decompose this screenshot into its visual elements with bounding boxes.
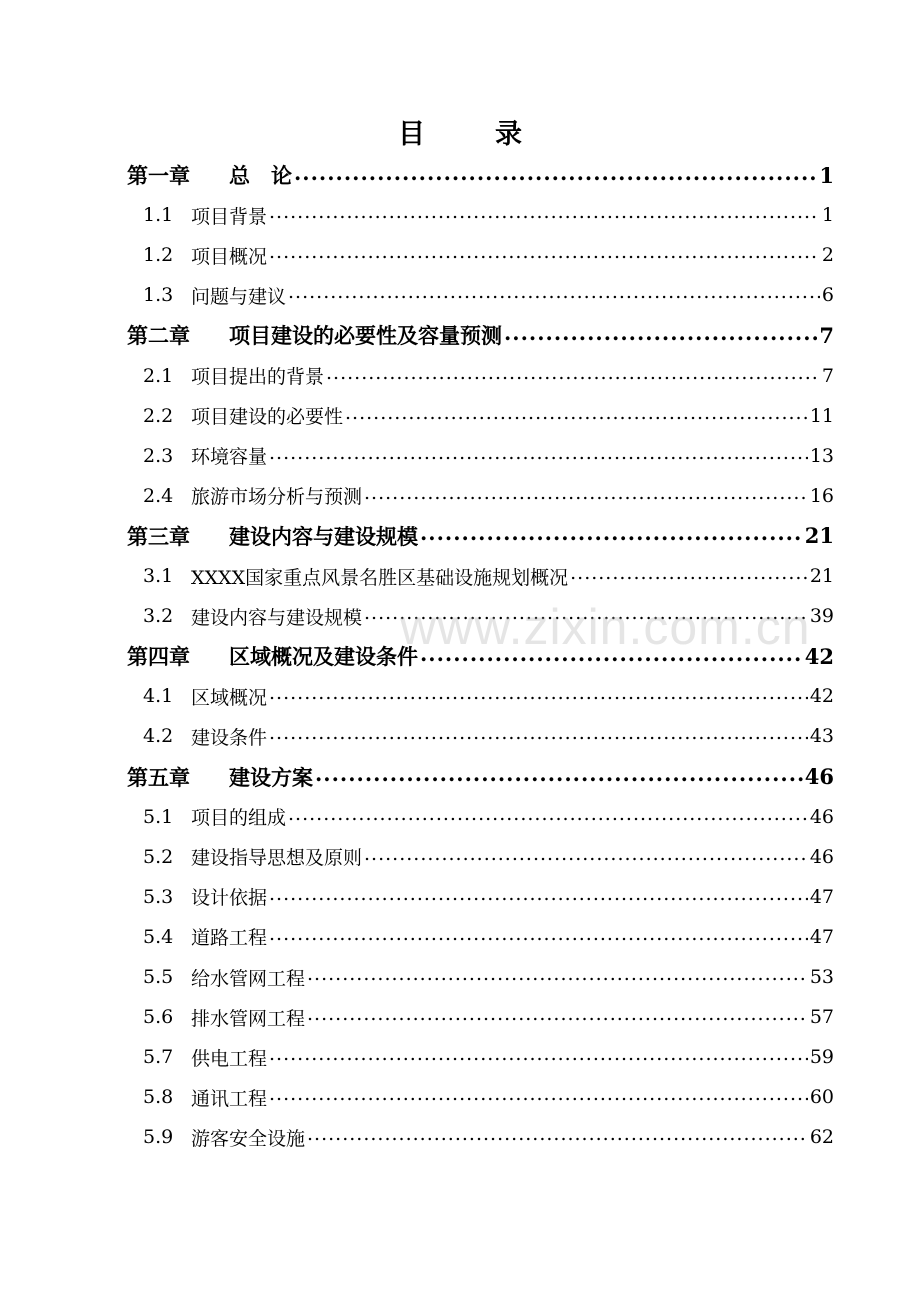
toc-entry-number: 第五章 — [127, 764, 190, 790]
toc-entry-number: 1.2 — [143, 244, 174, 267]
toc-entry-number: 第四章 — [127, 644, 190, 670]
toc-leader-dots — [307, 963, 808, 985]
toc-entry-section[interactable] — [0, 275, 920, 315]
toc-entry-label: 项目的组成 — [191, 807, 287, 830]
toc-entry-number: 2.4 — [143, 484, 174, 507]
toc-entry-section[interactable] — [0, 436, 920, 476]
toc-leader-dots — [504, 320, 817, 345]
toc-entry-section[interactable] — [0, 837, 920, 877]
toc-entry-label: 旅游市场分析与预测 — [191, 486, 363, 509]
toc-entry-page-number: 59 — [809, 1046, 834, 1069]
toc-entry-number: 5.5 — [143, 966, 174, 988]
toc-entry-section[interactable] — [0, 1077, 920, 1117]
toc-entry-label: 建设方案 — [229, 764, 313, 790]
toc-entry-section[interactable] — [0, 917, 920, 957]
toc-entry-label: 建设指导思想及原则 — [191, 847, 363, 870]
toc-entry-page-number: 6 — [821, 284, 834, 307]
toc-entry-number: 4.2 — [143, 725, 174, 748]
toc-entry-label: 项目建设的必要性 — [191, 406, 344, 429]
toc-entry-page-number: 62 — [809, 1126, 834, 1149]
toc-entry-section[interactable] — [0, 396, 920, 436]
toc-leader-dots — [269, 923, 808, 945]
toc-leader-dots — [307, 1123, 808, 1145]
toc-entry-label: 区域概况 — [191, 686, 268, 709]
toc-entry-label: 给水管网工程 — [191, 967, 306, 990]
toc-entry-page-number: 46 — [804, 764, 834, 789]
toc-leader-dots — [364, 482, 808, 504]
toc-entry-number: 2.1 — [143, 364, 174, 387]
toc-entry-label: 项目背景 — [191, 205, 268, 228]
toc-leader-dots — [269, 682, 808, 704]
toc-entry-section[interactable] — [0, 957, 920, 997]
toc-entry-label: 项目建设的必要性及容量预测 — [229, 323, 502, 349]
toc-entry-page-number: 39 — [809, 605, 834, 628]
toc-entry-label: 建设内容与建设规模 — [191, 606, 363, 629]
watermark: www.zixin.com.cn — [400, 599, 811, 655]
toc-leader-dots — [269, 442, 808, 464]
toc-entry-page-number: 13 — [809, 444, 834, 467]
toc-entry-number: 5.2 — [143, 845, 174, 868]
toc-entry-page-number: 47 — [809, 885, 834, 908]
toc-entry-label: XXXX国家重点风景名胜区基础设施规划概况 — [191, 566, 569, 589]
toc-entry-label: 建设内容与建设规模 — [229, 523, 418, 549]
toc-entry-number: 5.3 — [143, 885, 174, 908]
toc-entry-number: 5.4 — [143, 925, 174, 948]
toc-entry-section[interactable] — [0, 797, 920, 837]
toc-leader-dots — [269, 1043, 808, 1065]
toc-entry-label: 道路工程 — [191, 927, 268, 950]
toc-entry-number: 第二章 — [127, 323, 190, 349]
toc-entry-label: 通讯工程 — [191, 1087, 268, 1110]
toc-entry-label: 游客安全设施 — [191, 1127, 306, 1150]
toc-leader-dots — [288, 803, 808, 825]
toc-leader-dots — [364, 843, 808, 865]
toc-entry-number: 2.2 — [143, 404, 174, 427]
toc-entry-number: 第三章 — [127, 523, 190, 549]
toc-entry-number: 5.7 — [143, 1046, 174, 1069]
toc-entry-number: 1.1 — [143, 204, 174, 227]
toc-leader-dots — [269, 201, 820, 223]
toc-entry-section[interactable] — [0, 195, 920, 235]
toc-entry-section[interactable] — [0, 476, 920, 516]
toc-entry-number: 5.9 — [143, 1126, 174, 1149]
toc-entry-label: 建设条件 — [191, 726, 268, 749]
toc-leader-dots — [307, 1003, 808, 1025]
toc-entry-chapter[interactable] — [0, 757, 920, 797]
toc-entry-page-number: 2 — [821, 244, 834, 267]
toc-entry-label: 设计依据 — [191, 887, 268, 910]
toc-entry-label: 区域概况及建设条件 — [229, 644, 418, 670]
toc-entry-section[interactable] — [0, 716, 920, 756]
toc-entry-number: 2.3 — [143, 444, 174, 467]
toc-leader-dots — [315, 761, 803, 786]
toc-entry-page-number: 16 — [809, 484, 834, 507]
toc-entry-label: 总 论 — [229, 163, 292, 188]
toc-leader-dots — [269, 883, 808, 905]
toc-title — [0, 112, 920, 151]
toc-entry-page-number: 21 — [804, 523, 834, 549]
toc-entry-section[interactable] — [0, 1037, 920, 1077]
toc-leader-dots — [269, 241, 820, 263]
toc-leader-dots — [269, 1083, 808, 1105]
toc-entry-section[interactable] — [0, 676, 920, 716]
toc-entry-page-number: 60 — [809, 1086, 834, 1109]
toc-entry-label: 环境容量 — [191, 446, 268, 469]
toc-entry-number: 5.6 — [143, 1006, 174, 1029]
toc-entry-section[interactable] — [0, 235, 920, 275]
toc-entry-page-number: 42 — [809, 685, 834, 708]
toc-entry-page-number: 42 — [804, 643, 834, 669]
toc-entry-section[interactable] — [0, 997, 920, 1037]
toc-entry-label: 供电工程 — [191, 1047, 268, 1070]
toc-entry-page-number: 7 — [819, 322, 834, 348]
toc-title-char-1: 目 — [398, 119, 425, 150]
toc-entry-page-number: 46 — [809, 805, 834, 828]
toc-entry-page-number: 53 — [809, 966, 834, 988]
toc-entry-page-number: 47 — [809, 925, 834, 948]
toc-entry-number: 第一章 — [127, 163, 190, 188]
toc-entry-page-number: 1 — [819, 162, 834, 188]
toc-entry-chapter[interactable] — [0, 315, 920, 355]
toc-entry-page-number: 1 — [821, 204, 834, 227]
toc-entry-number: 1.3 — [143, 284, 174, 307]
toc-leader-dots — [570, 562, 808, 584]
toc-entry-label: 问题与建议 — [191, 285, 287, 308]
toc-entry-page-number: 46 — [809, 845, 834, 868]
toc-entry-section[interactable] — [0, 556, 920, 596]
toc-entry-label: 项目概况 — [191, 245, 268, 268]
toc-entry-page-number: 43 — [809, 725, 834, 748]
toc-entry-chapter[interactable] — [0, 516, 920, 556]
toc-leader-dots — [345, 402, 808, 424]
toc-entry-number: 3.1 — [143, 565, 174, 587]
toc-entry-page-number: 21 — [809, 565, 834, 587]
toc-leader-dots — [294, 160, 817, 185]
toc-leader-dots — [269, 722, 808, 744]
toc-leader-dots — [326, 362, 820, 384]
toc-title-char-2: 录 — [495, 119, 522, 150]
toc-entry-label: 排水管网工程 — [191, 1007, 306, 1030]
toc-entry-page-number: 7 — [821, 364, 834, 387]
toc-entry-number: 5.8 — [143, 1086, 174, 1109]
toc-entry-number: 4.1 — [143, 685, 174, 708]
toc-entry-label: 项目提出的背景 — [191, 366, 325, 388]
toc-entry-section[interactable] — [0, 1117, 920, 1157]
toc-leader-dots — [420, 520, 803, 545]
toc-entry-section[interactable] — [0, 356, 920, 396]
toc-leader-dots — [288, 281, 820, 303]
toc-entry-page-number: 57 — [809, 1006, 834, 1029]
toc-entry-page-number: 11 — [809, 404, 834, 427]
toc-entry-chapter[interactable] — [0, 155, 920, 195]
toc-entry-number: 5.1 — [143, 805, 174, 828]
toc-entry-number: 3.2 — [143, 605, 174, 628]
toc-entry-section[interactable] — [0, 877, 920, 917]
